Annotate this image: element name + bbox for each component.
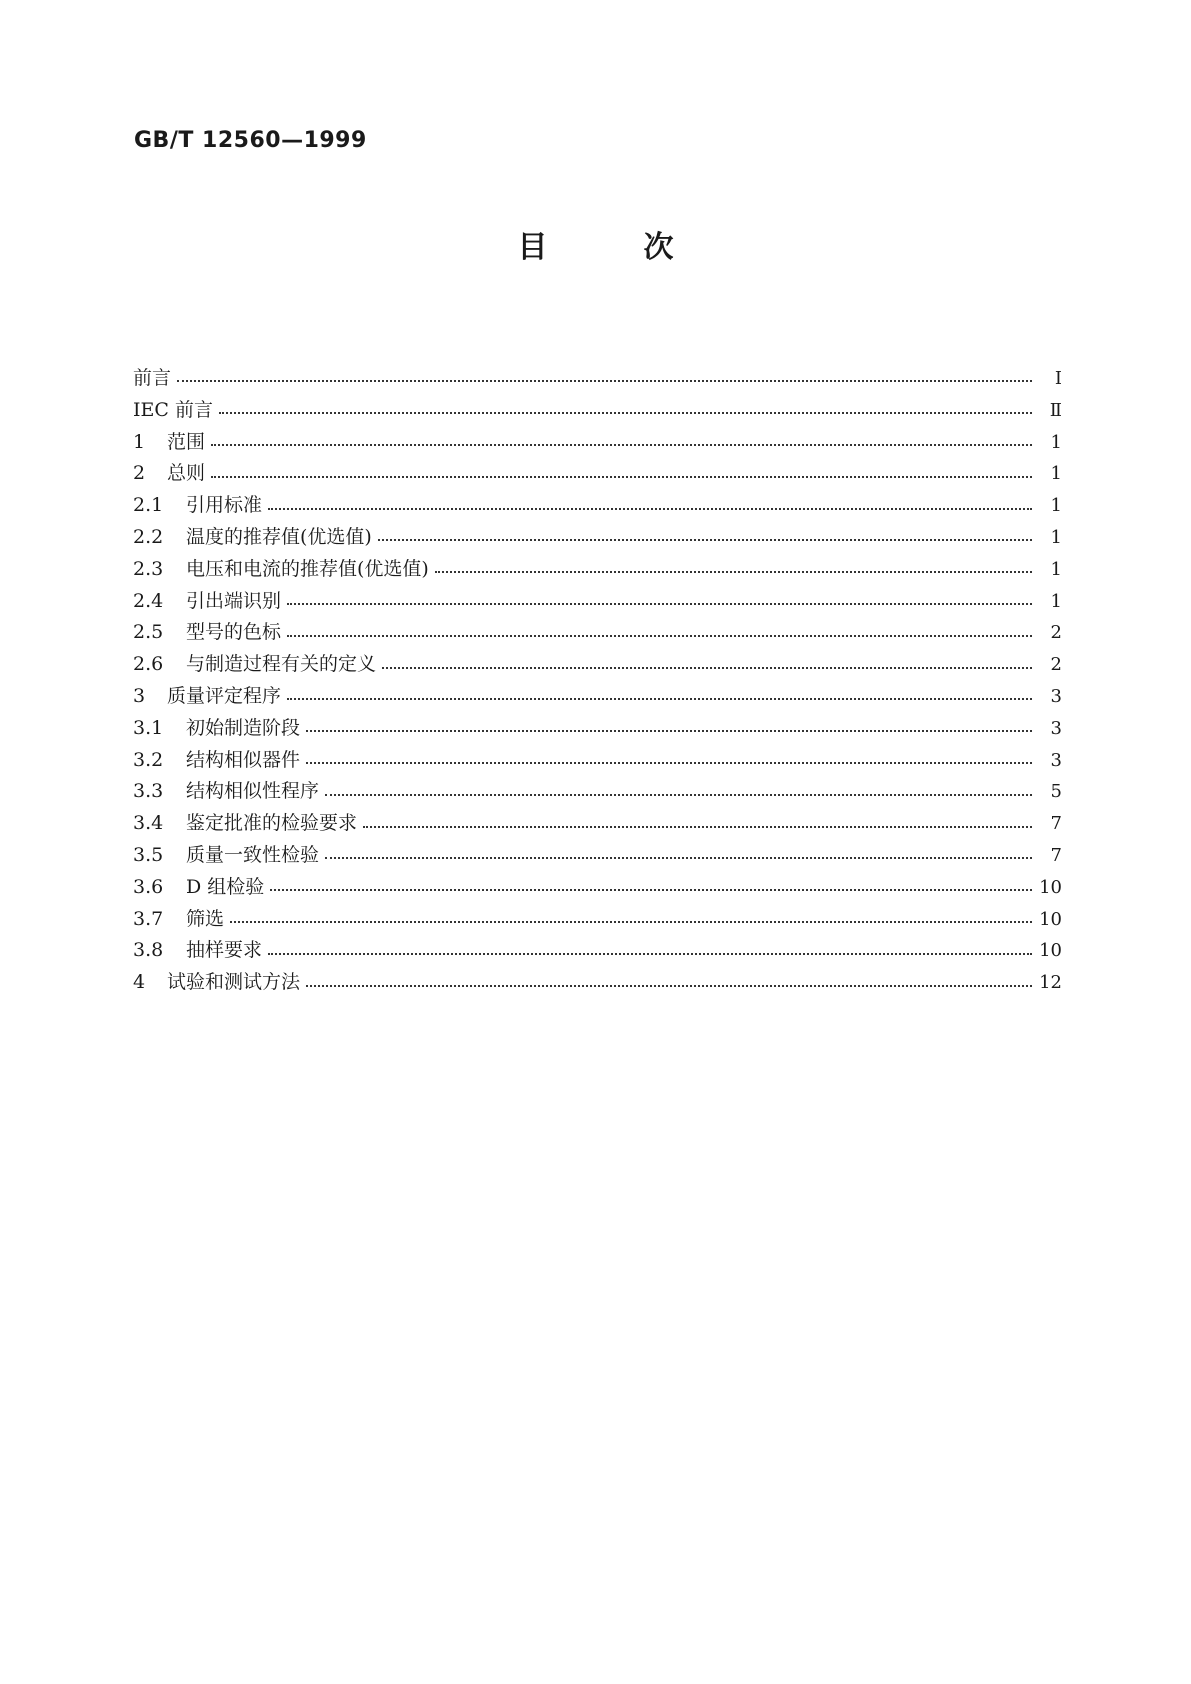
toc-entry-number: 3.8 — [133, 939, 164, 962]
toc-entry[interactable] — [133, 490, 1062, 522]
toc-leader-dots — [177, 369, 1032, 388]
toc-entry-page: I — [1054, 368, 1062, 389]
toc-entry[interactable] — [133, 649, 1062, 681]
toc-entry-number: 4 — [133, 971, 146, 994]
toc-entry-number: 3.7 — [133, 907, 164, 930]
toc-leader-dots — [306, 719, 1032, 738]
toc-entry-title: 鉴定批准的检验要求 — [186, 812, 358, 835]
toc-leader-dots — [219, 401, 1032, 420]
toc-leader-dots — [306, 974, 1032, 993]
toc-entry-number: 3.4 — [133, 812, 164, 835]
toc-entry-title: 温度的推荐值(优选值) — [186, 525, 372, 548]
toc-entry[interactable] — [133, 872, 1062, 904]
toc-leader-dots — [435, 560, 1032, 579]
toc-leader-dots — [287, 624, 1032, 643]
toc-entry-page: 1 — [1050, 590, 1062, 612]
toc-entry-number: 3.1 — [133, 716, 164, 739]
toc-leader-dots — [306, 751, 1032, 770]
toc-entry-title: 筛选 — [186, 907, 225, 930]
toc-entry-title: 试验和测试方法 — [167, 971, 301, 994]
toc-entry-title: 总则 — [167, 462, 206, 485]
toc-entry-number: 2 — [133, 462, 146, 485]
toc-entry[interactable] — [133, 554, 1062, 586]
toc-entry[interactable] — [133, 681, 1062, 713]
toc-entry[interactable] — [133, 776, 1062, 808]
toc-entry[interactable] — [133, 427, 1062, 459]
toc-entry-page: 1 — [1050, 463, 1062, 485]
toc-entry-title: 结构相似性程序 — [186, 780, 320, 803]
toc-entry-page: 3 — [1050, 749, 1062, 771]
toc-entry-number: 2.6 — [133, 653, 164, 676]
toc-entry-title: 抽样要求 — [186, 939, 263, 962]
toc-entry-number: 2.1 — [133, 494, 164, 517]
toc-entry-number: 3.6 — [133, 875, 164, 898]
toc-entry[interactable] — [133, 395, 1062, 427]
toc-entry-page: 1 — [1050, 526, 1062, 548]
toc-entry-number: 2.3 — [133, 557, 164, 580]
toc-entry-page: Ⅱ — [1049, 399, 1062, 421]
toc-entry-page: 2 — [1050, 622, 1062, 644]
toc-entry-page: 5 — [1050, 781, 1062, 803]
toc-entry-page: 2 — [1050, 654, 1062, 676]
toc-leader-dots — [363, 815, 1032, 834]
toc-entry-page: 12 — [1039, 972, 1062, 994]
toc-leader-dots — [325, 846, 1032, 865]
toc-leader-dots — [211, 433, 1032, 452]
toc-entry-number: 2.5 — [133, 621, 164, 644]
toc-entry-title: 型号的色标 — [186, 621, 282, 644]
toc-entry[interactable] — [133, 522, 1062, 554]
toc-entry[interactable] — [133, 617, 1062, 649]
toc-entry-page: 10 — [1039, 940, 1062, 962]
toc-entry-number: 1 — [133, 430, 146, 453]
toc-entry-title: 初始制造阶段 — [186, 716, 301, 739]
toc-leader-dots — [378, 528, 1032, 547]
toc-entry[interactable] — [133, 586, 1062, 618]
toc-entry[interactable] — [133, 840, 1062, 872]
toc-entry-page: 7 — [1050, 844, 1062, 866]
toc-entry[interactable] — [133, 904, 1062, 936]
toc-entry[interactable] — [133, 935, 1062, 967]
toc-entry-number: 3 — [133, 684, 146, 707]
toc-entry-title: 与制造过程有关的定义 — [186, 653, 377, 676]
toc-entry-page: 1 — [1050, 431, 1062, 453]
toc-entry-title: 前言 — [133, 367, 172, 389]
toc-leader-dots — [230, 910, 1032, 929]
toc-entry-page: 10 — [1039, 908, 1062, 930]
toc-leader-dots — [268, 497, 1032, 516]
page-title: 目次 — [517, 230, 770, 265]
table-of-contents — [133, 363, 1062, 999]
toc-entry-number: 3.3 — [133, 780, 164, 803]
toc-entry[interactable] — [133, 363, 1062, 395]
toc-entry-page: 3 — [1050, 685, 1062, 707]
toc-entry-number: 2.4 — [133, 589, 164, 612]
toc-entry[interactable] — [133, 458, 1062, 490]
toc-leader-dots — [268, 942, 1032, 961]
toc-entry[interactable] — [133, 808, 1062, 840]
toc-entry[interactable] — [133, 713, 1062, 745]
toc-entry[interactable] — [133, 967, 1062, 999]
toc-leader-dots — [211, 465, 1032, 484]
toc-entry-title: 质量评定程序 — [167, 684, 282, 707]
toc-entry-title: 结构相似器件 — [186, 748, 301, 771]
toc-entry-title: 引用标准 — [186, 494, 263, 517]
toc-entry-page: 1 — [1050, 495, 1062, 517]
toc-leader-dots — [382, 656, 1032, 675]
toc-entry-title: 质量一致性检验 — [186, 843, 320, 866]
toc-entry-title: 电压和电流的推荐值(优选值) — [186, 557, 429, 580]
toc-entry-page: 3 — [1050, 717, 1062, 739]
toc-entry-number: 3.5 — [133, 843, 164, 866]
standard-number: GB/T 12560—1999 — [134, 128, 367, 153]
toc-entry-page: 1 — [1050, 558, 1062, 580]
toc-leader-dots — [325, 783, 1032, 802]
toc-entry-title: 范围 — [167, 430, 206, 453]
toc-entry-number: 2.2 — [133, 525, 164, 548]
toc-leader-dots — [270, 878, 1032, 897]
toc-entry-page: 10 — [1039, 876, 1062, 898]
toc-leader-dots — [287, 592, 1032, 611]
toc-entry-number: 3.2 — [133, 748, 164, 771]
toc-entry-title: 引出端识别 — [186, 589, 282, 612]
toc-entry-page: 7 — [1050, 813, 1062, 835]
toc-leader-dots — [287, 687, 1032, 706]
toc-entry[interactable] — [133, 745, 1062, 777]
toc-entry-title: D 组检验 — [186, 875, 265, 898]
toc-entry-title: IEC 前言 — [133, 398, 213, 421]
